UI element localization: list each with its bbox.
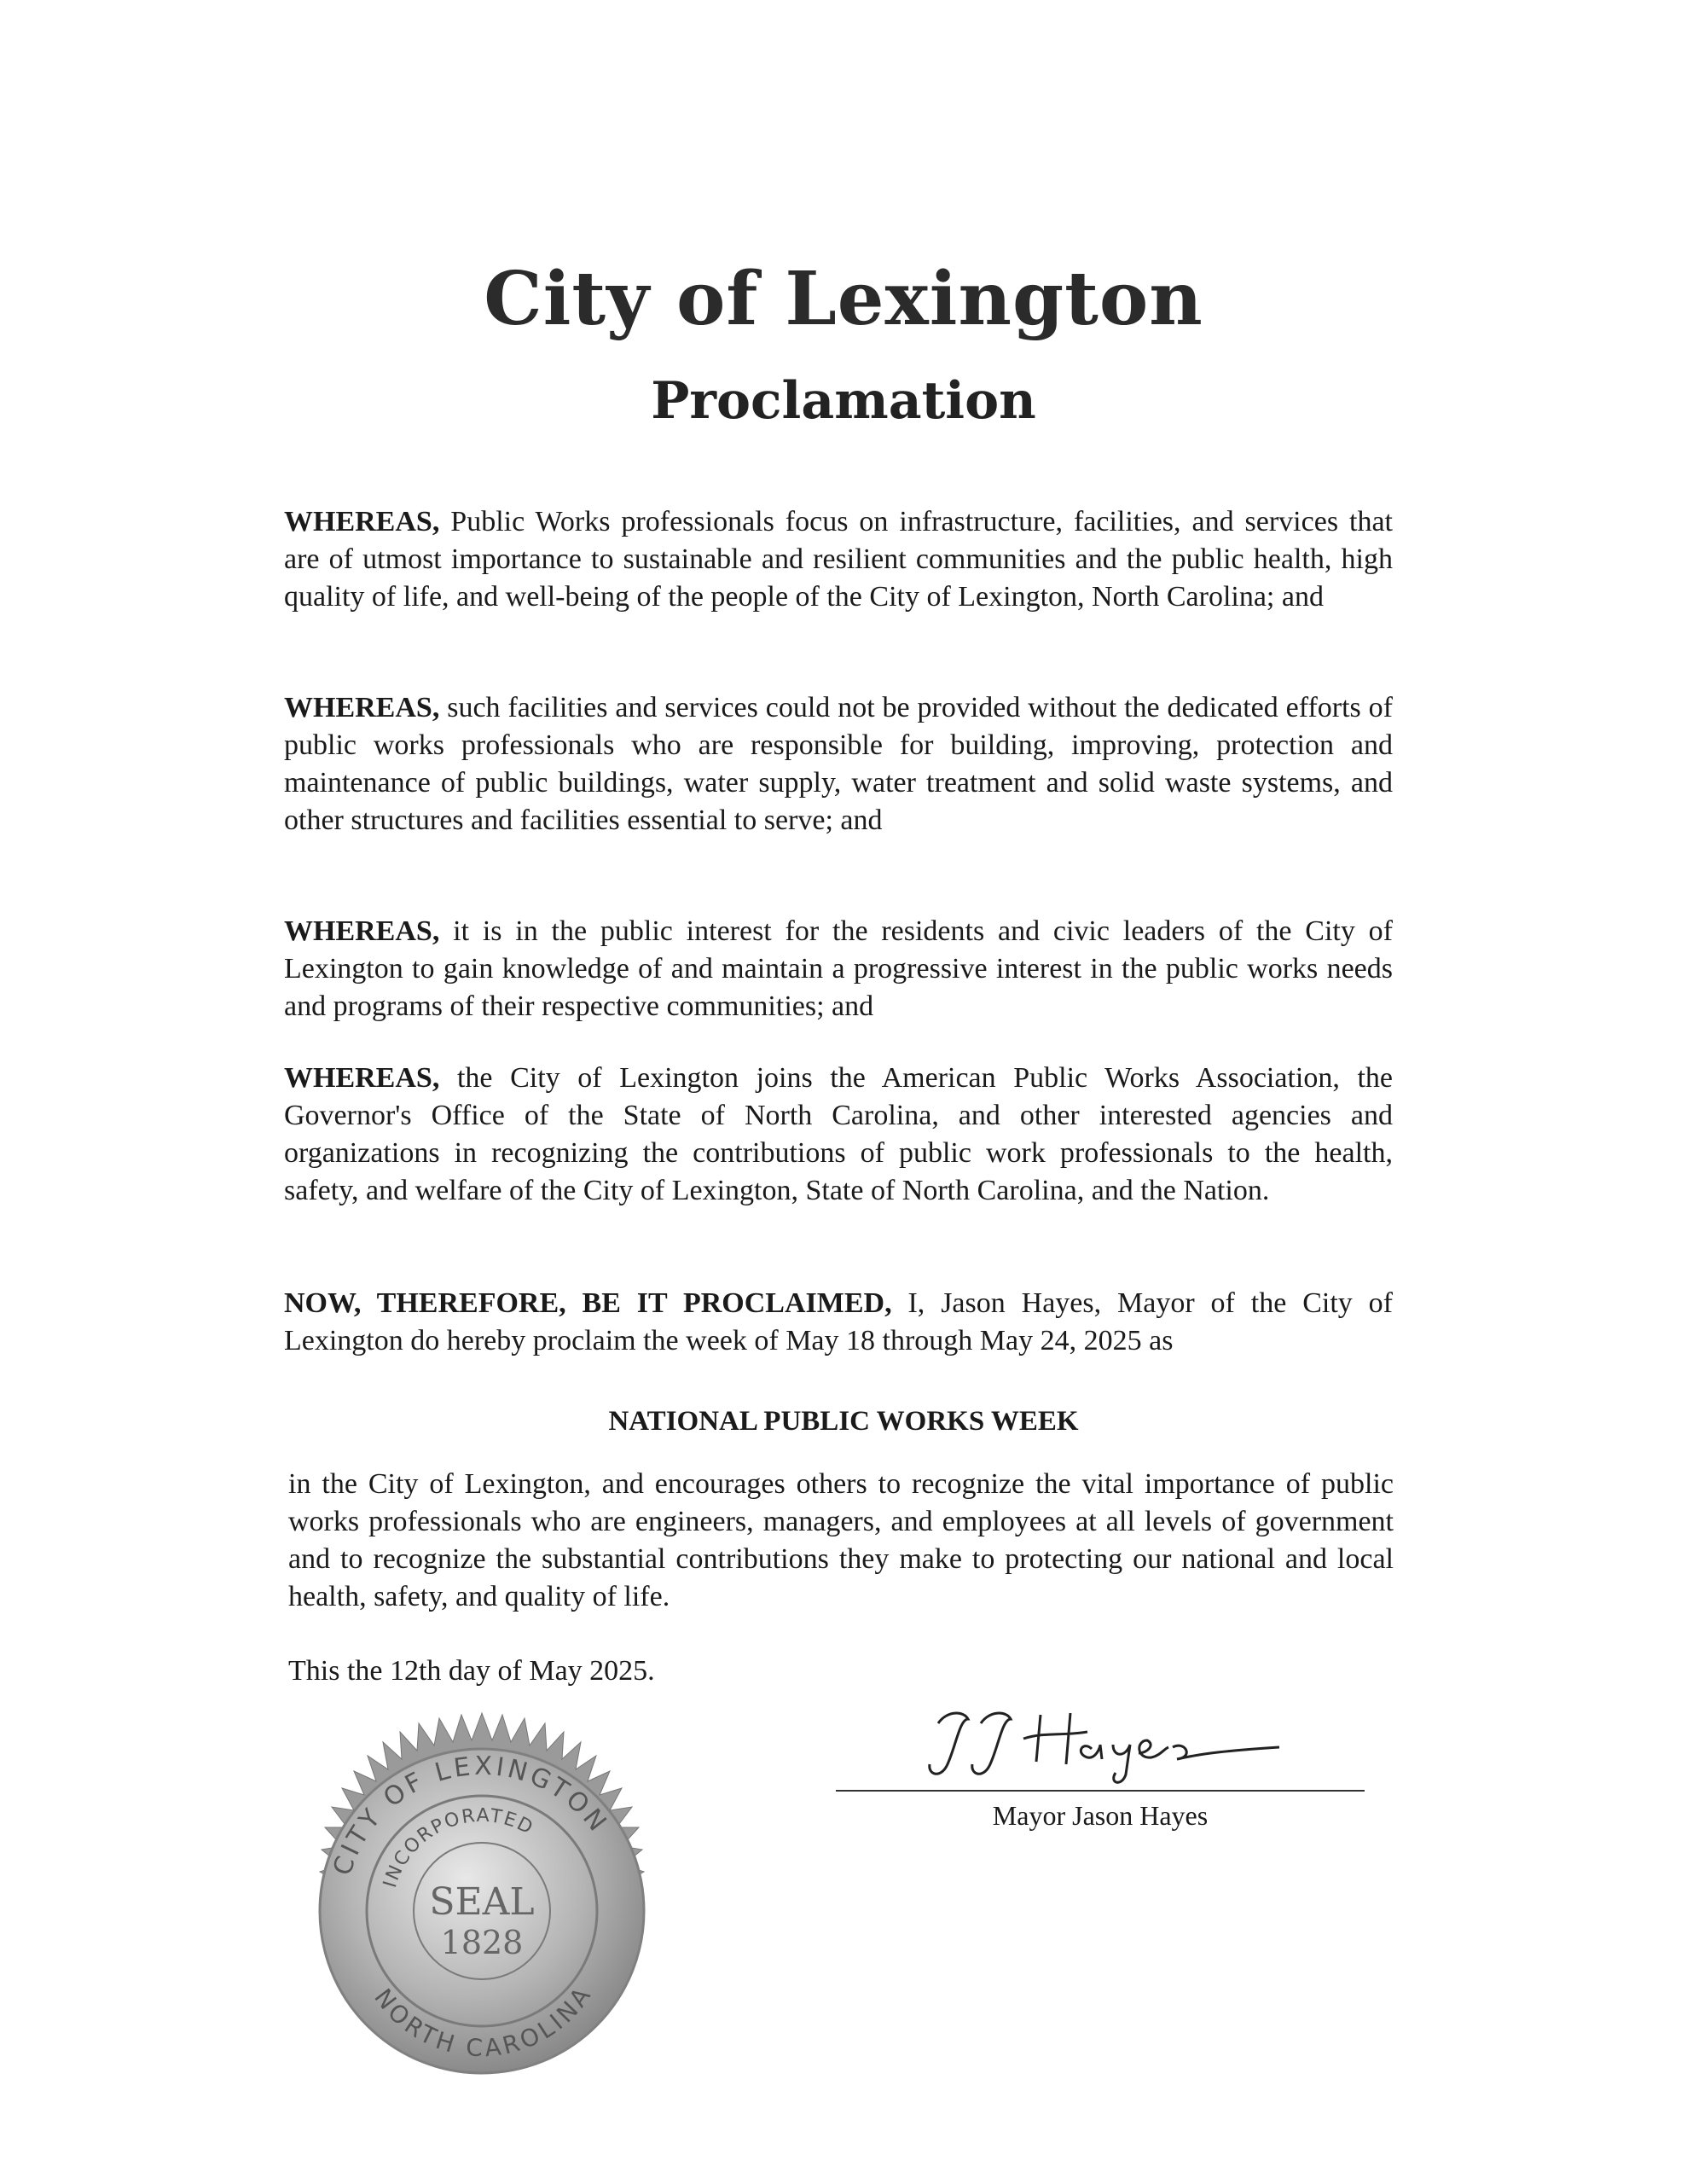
dated-line: This the 12th day of May 2025. (288, 1655, 655, 1687)
seal-inner-text: INCORPORATED (380, 1804, 538, 1891)
whereas-paragraph-3 (284, 913, 1393, 1025)
proclaimed-paragraph (284, 1285, 1393, 1360)
seal-bottom-text: NORTH CAROLINA (368, 1979, 599, 2063)
paragraph-lead: WHEREAS, (284, 915, 440, 947)
city-seal-icon (277, 1706, 687, 2116)
seal-outer-text: CITY OF LEXINGTON (328, 1751, 614, 1879)
signature-line (836, 1790, 1365, 1792)
paragraph-lead: NOW, THEREFORE, BE IT PROCLAIMED, (284, 1287, 892, 1319)
document-title: City of Lexington (484, 256, 1203, 342)
document-subtitle: Proclamation (651, 371, 1036, 431)
handwritten-signature-icon (921, 1698, 1296, 1792)
whereas-paragraph-2 (284, 689, 1393, 839)
closing-paragraph: in the City of Lexington, and encourages others to recognize the vital importance of public works professionals who are engineers, managers, and employees at all levels of government and to recognize the substantial contributions they make to protecting our national and local health, safety, and quality of life. (288, 1468, 1394, 1612)
paragraph-lead: WHEREAS, (284, 1062, 440, 1094)
paragraph-text: it is in the public interest for the residents and civic leaders of the City of Lexington to gain knowledge of and maintain a progressive interest in the public works needs and programs of their respective communities; and (284, 915, 1393, 1022)
signer-name: Mayor Jason Hayes (992, 1800, 1209, 1831)
seal-year: 1828 (440, 1924, 524, 1961)
whereas-paragraph-1 (284, 503, 1393, 616)
paragraph-lead: WHEREAS, (284, 506, 440, 537)
paragraph-text: I, Jason Hayes, Mayor of the City of Lexington do hereby proclaim the week of May 18 through May 24, 2025 as (284, 1287, 1393, 1356)
paragraph-text: Public Works professionals focus on infrastructure, facilities, and services that are of utmost importance to sustainable and resilient communities and the public health, high quality of life, and well-being of the people of the City of Lexington, North Carolina; and (284, 506, 1393, 613)
proclaimed-week-heading: NATIONAL PUBLIC WORKS WEEK (608, 1406, 1079, 1437)
whereas-paragraph-4 (284, 1060, 1393, 1210)
seal-center-text: SEAL (429, 1880, 535, 1924)
paragraph-text: such facilities and services could not be provided without the dedicated efforts of public works professionals who are responsible for building, improving, protection and maintenance of public buildings, water supply, water treatment and solid waste systems, and other structures and facilities essential to serve; and (284, 692, 1393, 836)
paragraph-text: the City of Lexington joins the American Public Works Association, the Governor's Office of the State of North Carolina, and other interested agencies and organizations in recognizing the contributions of public work professionals to the health, safety, and welfare of the City of Lexington, State of North Carolina, and the Nation. (284, 1062, 1393, 1206)
paragraph-lead: WHEREAS, (284, 692, 440, 723)
signature-block (836, 1698, 1365, 1843)
